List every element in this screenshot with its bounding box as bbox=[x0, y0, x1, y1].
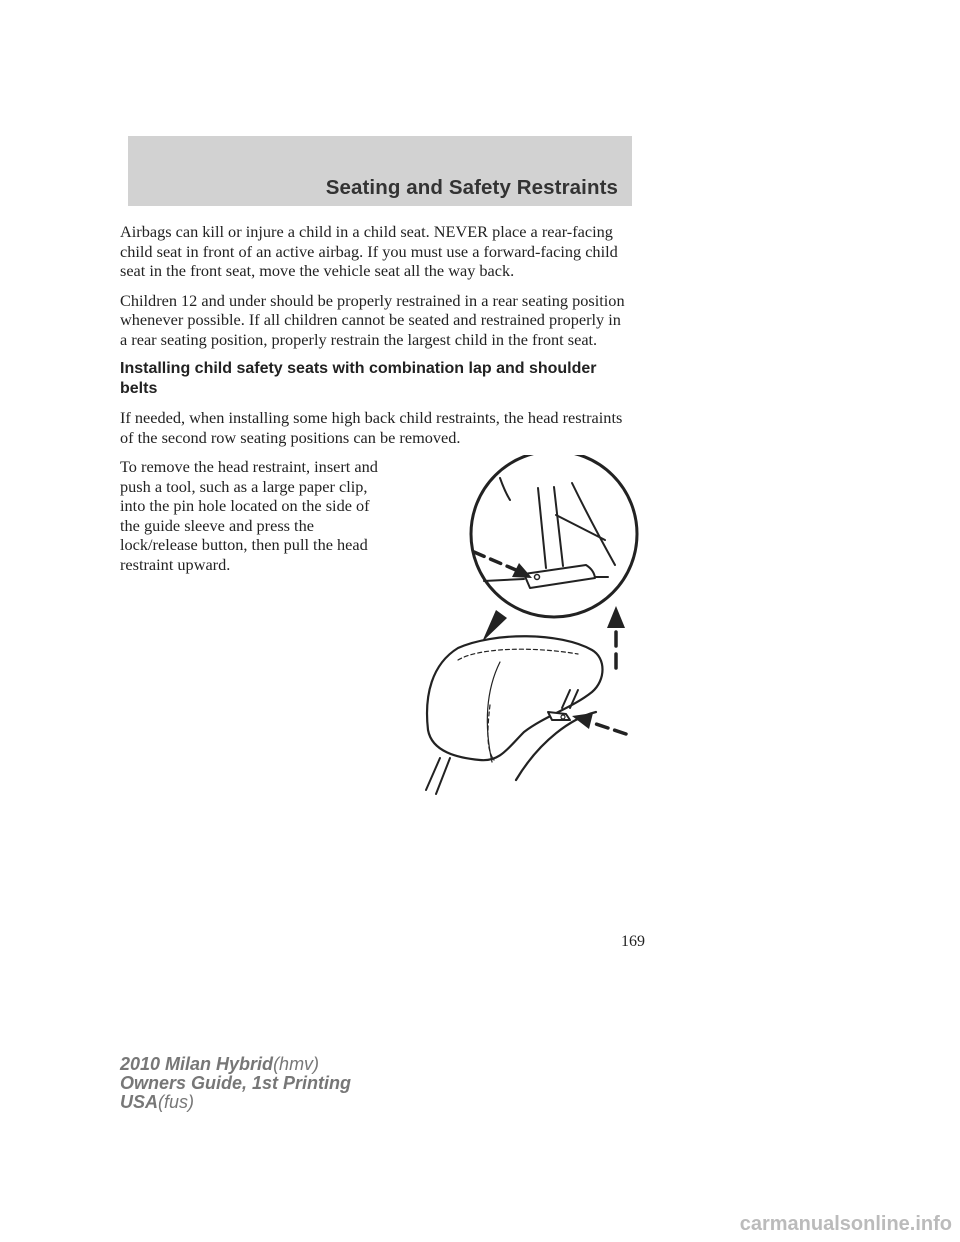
section-header-bar bbox=[128, 136, 632, 206]
headrest-shape bbox=[427, 636, 602, 760]
upward-arrowhead bbox=[607, 606, 625, 628]
footer-model: 2010 Milan Hybrid bbox=[120, 1054, 274, 1074]
footer-model-code: (hmv) bbox=[273, 1054, 320, 1074]
guide-sleeve bbox=[548, 712, 570, 720]
tool-arrow-shaft bbox=[590, 722, 626, 734]
head-restraint-paragraph: If needed, when installing some high back child restraints, the head restraints of the second row seating positions can be removed. bbox=[120, 408, 623, 447]
page-number: 169 bbox=[621, 933, 645, 950]
footer-line-2 bbox=[120, 1074, 351, 1093]
footer-line-3 bbox=[120, 1093, 351, 1112]
airbag-warning-paragraph: Airbags can kill or injure a child in a child seat. NEVER place a rear-facing child seat in front of an active airbag. If you must use a forward-facing child seat in the front seat, move the vehicle seat all the way back. bbox=[120, 222, 618, 280]
footer-market-code: (fus) bbox=[158, 1092, 195, 1112]
watermark: carmanualsonline.info bbox=[739, 1213, 952, 1235]
footer-guide-edition: Owners Guide, 1st Printing bbox=[120, 1073, 352, 1093]
children-restraint-paragraph: Children 12 and under should be properly restrained in a rear seating position whenever possible. If all children cannot be seated and restrained properly in a rear seating position, properly restrain the largest child in the front seat. bbox=[120, 290, 625, 349]
section-heading: Installing child safety seats with combination lap and shoulder belts bbox=[120, 360, 597, 397]
footer bbox=[120, 1055, 351, 1112]
footer-line-1 bbox=[120, 1055, 351, 1074]
magnified-detail-circle bbox=[471, 455, 637, 617]
head-restraint-illustration bbox=[400, 455, 640, 800]
footer-market: USA bbox=[120, 1092, 159, 1112]
removal-instructions-paragraph: To remove the head restraint, insert and push a tool, such as a large paper clip, into the pin hole located on the side of the guide sleeve and press the lock/release button, then pull the head restraint upward. bbox=[120, 457, 378, 574]
headrest-post-left bbox=[426, 758, 450, 794]
section-title: Seating and Safety Restraints bbox=[325, 176, 618, 199]
